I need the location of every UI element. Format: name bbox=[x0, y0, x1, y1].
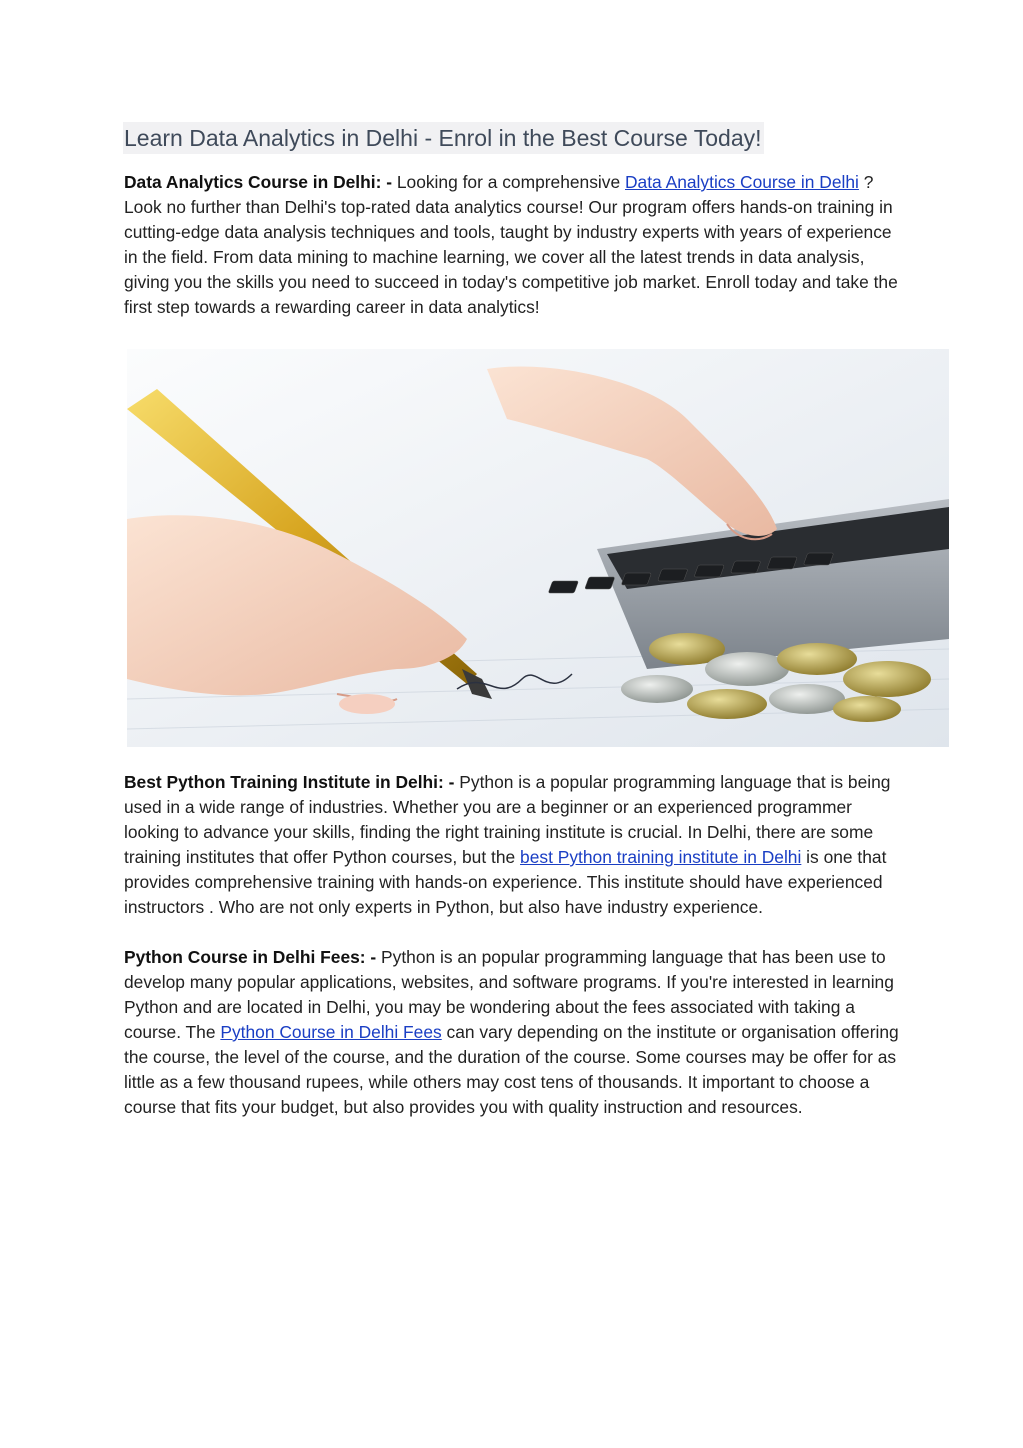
paragraph-gap bbox=[124, 920, 954, 945]
section-data-analytics bbox=[124, 170, 899, 320]
best-python-institute-link[interactable]: best Python training institute in Delhi bbox=[520, 847, 802, 867]
section-text-before: Python is an popular programming language that has been use to develop many popular applications, websites, and software programs. If you're interested in learning Python and are located in Delhi, you may be wondering about the fees associated with taking a course. The bbox=[124, 947, 894, 1042]
section-text-after: ? Look no further than Delhi's top-rated data analytics course! Our program offers hands-on training in cutting-edge data analysis techniques and tools, taught by industry experts with years of experience in the field. From data mining to machine learning, we cover all the latest trends in data analysis, giving you the skills you need to succeed in today's competitive job market. Enroll today and take the first step towards a rewarding career in data analytics! bbox=[124, 172, 898, 317]
page-title: Learn Data Analytics in Delhi - Enrol in the Best Course Today! bbox=[123, 122, 764, 154]
section-heading: Data Analytics Course in Delhi: - bbox=[124, 172, 393, 192]
section-python-institute bbox=[124, 770, 899, 920]
section-text-after: is one that provides comprehensive training with hands-on experience. This institute should have experienced instructors . Who are not only experts in Python, but also have industry experience. bbox=[124, 847, 887, 917]
data-analytics-course-link[interactable]: Data Analytics Course in Delhi bbox=[625, 172, 859, 192]
section-text-before: Looking for a comprehensive bbox=[392, 172, 625, 192]
python-course-fees-link[interactable]: Python Course in Delhi Fees bbox=[220, 1022, 442, 1042]
document-page bbox=[124, 122, 954, 1120]
fingernail bbox=[339, 694, 395, 714]
section-python-fees bbox=[124, 945, 899, 1120]
section-text-after: can vary depending on the institute or organisation offering the course, the level of the course, and the duration of the course. Some courses may be offer for as little as a few thousand rupees, while others may cost tens of thousands. It important to choose a course that fits your budget, but also provides you with quality instruction and resources. bbox=[124, 1022, 899, 1117]
hero-image-writing-calculator-coins bbox=[127, 349, 949, 747]
section-text-before: Python is a popular programming language that is being used in a wide range of industries. Whether you are a beginner or an experienced programmer looking to advance your skills, finding the right training institute is crucial. In Delhi, there are some training institutes that offer Python courses, but the bbox=[124, 772, 891, 867]
section-heading: Python Course in Delhi Fees: - bbox=[124, 947, 377, 967]
hero-illustration bbox=[127, 349, 949, 747]
section-heading: Best Python Training Institute in Delhi: - bbox=[124, 772, 455, 792]
